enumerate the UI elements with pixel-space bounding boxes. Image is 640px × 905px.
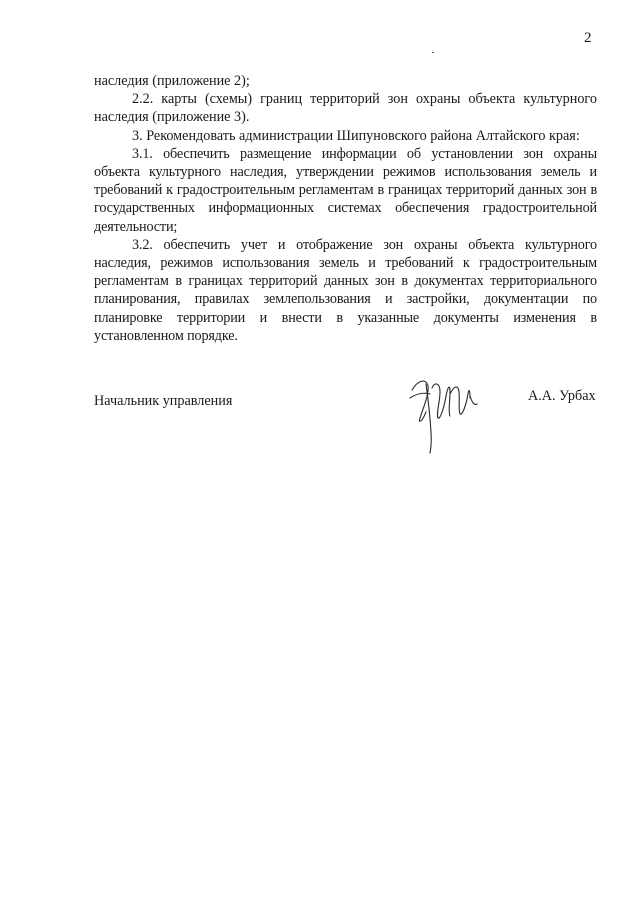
signatory-position: Начальник управления [94, 393, 233, 409]
page-number: 2 [584, 30, 592, 46]
scan-speck [432, 52, 434, 53]
signatory-name: А.А. Урбах [528, 388, 596, 404]
paragraph-continuation: наследия (приложение 2); [94, 73, 250, 89]
document-body [94, 72, 597, 345]
paragraph-3-2: 3.2. обеспечить учет и отображение зон охраны объекта культурного наследия, режимов использования земель и требований к градостроительным регламентам в границах территорий данных зон в документах территориального планирования, правилах землепользования и застройки, документации по планировке территории и внести в указанные документы изменения в установленном порядке. [94, 236, 597, 344]
paragraph-3-1: 3.1. обеспечить размещение информации об установлении зон охраны объекта культурного наследия, утверждении режимов использования земель и требований к градостроительным регламентам в границах территорий данных зон в государственных информационных системах обеспечения градостроительной деятельности; [94, 145, 597, 235]
paragraph-2-2: 2.2. карты (схемы) границ территорий зон охраны объекта культурного наследия (приложение 3). [94, 91, 597, 126]
paragraph-3: 3. Рекомендовать администрации Шипуновского района Алтайского края: [132, 127, 580, 144]
handwritten-signature [404, 372, 482, 454]
